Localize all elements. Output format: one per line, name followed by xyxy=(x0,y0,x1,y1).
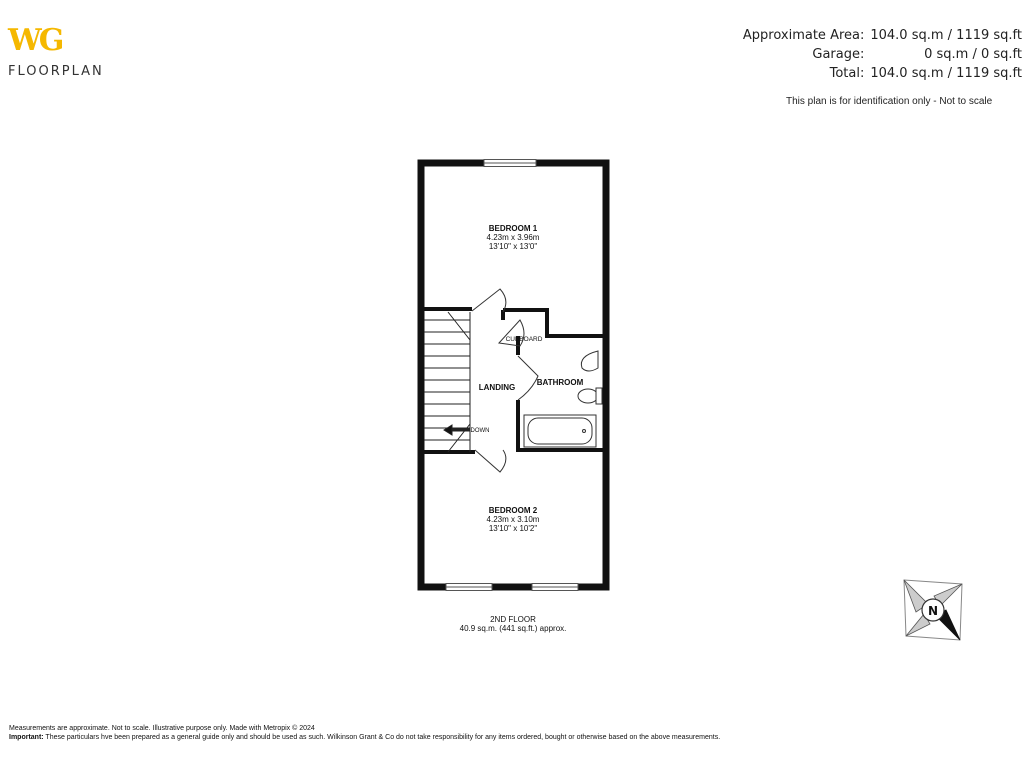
area-label: Approximate Area: xyxy=(742,28,865,43)
bedroom1-name: BEDROOM 1 xyxy=(488,224,538,233)
bedroom2-name: BEDROOM 2 xyxy=(488,506,538,515)
garage-label: Garage: xyxy=(812,47,865,62)
cupboard-name: CUPBOARD xyxy=(505,336,543,343)
bedroom1-imperial: 13'10" x 13'0" xyxy=(488,242,538,251)
bedroom2-imperial: 13'10" x 10'2" xyxy=(488,524,538,533)
stairs-label: DOWN xyxy=(470,428,490,434)
floor-area: 40.9 sq.m. (441 sq.ft.) approx. xyxy=(459,624,567,633)
footer-important-text: These particulars hve been prepared as a general guide only and should be used as such. Wilkinson Grant & Co do not take responsibility for any items ordered, bought or otherwise based on the above measurements. xyxy=(43,734,721,741)
total-value: 104.0 sq.m / 1119 sq.ft xyxy=(870,66,1022,81)
bedroom2-metric: 4.23m x 3.10m xyxy=(486,515,540,524)
footer-line-1: Measurements are approximate. Not to scale. Illustrative purpose only. Made with Metropix © 2024 xyxy=(9,725,315,732)
footer-important-label: Important: xyxy=(9,734,44,741)
bedroom1-metric: 4.23m x 3.96m xyxy=(486,233,540,242)
total-label: Total: xyxy=(829,66,865,81)
floor-name: 2ND FLOOR xyxy=(490,615,536,624)
compass-north-label: N xyxy=(927,604,939,618)
footer-disclaimer xyxy=(9,724,720,742)
footer-line-2 xyxy=(9,733,720,742)
scale-note: This plan is for identification only - Not to scale xyxy=(786,96,993,107)
bathroom-fixtures xyxy=(524,351,602,447)
logo-mark: WG xyxy=(8,23,62,58)
landing-name: LANDING xyxy=(478,383,516,392)
area-value: 104.0 sq.m / 1119 sq.ft xyxy=(870,28,1022,43)
garage-value: 0 sq.m / 0 sq.ft xyxy=(924,47,1022,62)
staircase xyxy=(424,312,470,452)
bathroom-name: BATHROOM xyxy=(536,378,584,387)
logo-subtitle: FLOORPLAN xyxy=(8,64,104,79)
